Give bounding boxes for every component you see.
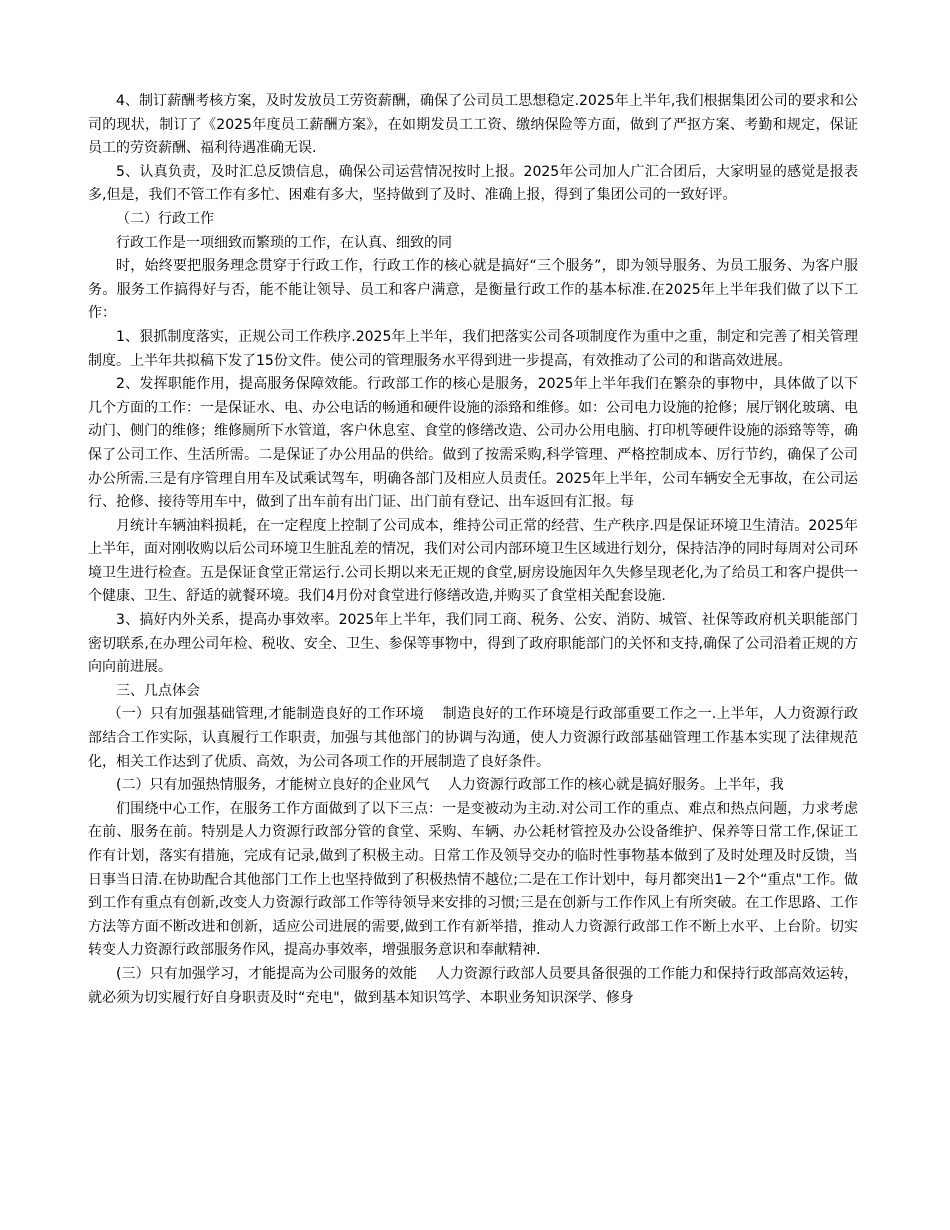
paragraph-admin-intro: 行政工作是一项细致而繁琐的工作，在认真、细致的同 [116,234,452,251]
document-body [88,90,858,1010]
paragraph-three-services: 时，始终要把服务理念贯穿于行政工作，行政工作的核心就是搞好“三个服务”，即为领导服务、为员工服务、为客户服务。服务工作搞得好与否，能不能让领导、员工和客户满意，是衡量行政工作的基本标准.在2025年上半年我们做了以下工作： [88,258,858,322]
paragraph-service-support: 2、发挥职能作用，提高服务保障效能。行政部工作的核心是服务，2025年上半年我们在繁杂的事物中，具体做了以下几个方面的工作：一是保证水、电、办公电话的畅通和硬件设施的添臵和维修。如：公司电力设施的抢修；展厅钢化玻璃、电动门、侧门的维修；维修厕所下水管道，客户休息室、食堂的修缮改造、公司办公用电脑、打印机等硬件设施的添臵等等，确保了公司工作、生活所需。二是保证了办公用品的供给。做到了按需采购,科学管理、严格控制成本、厉行节约，确保了公司办公所需.三是有序管理自用车及试乘试驾车，明确各部门及相应人员责任。2025年上半年，公司车辆安全无事故，在公司运行、抢修、接待等用车中，做到了出车前有出门证、出门前有登记、出车返回有汇报。每 [88,376,858,511]
paragraph-basic-management: （一）只有加强基础管理,才能制造良好的工作环境 制造良好的工作环境是行政部重要工作之一.上半年，人力资源行政部结合工作实际，认真履行工作职责，加强与其他部门的协调与沟通，使人力资源行政部基础管理工作基本实现了法律规范化，相关工作达到了优质、高效，为公司各项工作的开展制造了良好条件。 [88,706,858,770]
paragraph-learning: (三）只有加强学习，才能提高为公司服务的效能 人力资源行政部人员要具备很强的工作能力和保持行政部高效运转，就必须为切实履行好自身职责及时“充电"，做到基本知识笃学、本职业务知识深学、修身 [88,965,858,1006]
paragraph-rules: 1、狠抓制度落实，正规公司工作秩序.2025年上半年，我们把落实公司各项制度作为重中之重，制定和完善了相关管理制度。上半年共拟稿下发了15份文件。使公司的管理服务水平得到进一步提高，有效推动了公司的和谐高效进展。 [88,328,858,369]
paragraph-external-relations: 3、搞好内外关系，提高办事效率。2025年上半年，我们同工商、税务、公安、消防、城管、社保等政府机关职能部门密切联系,在办理公司年检、税收、安全、卫生、参保等事物中，得到了政府职能部门的关怀和支持,确保了公司沿着正规的方向向前进展。 [88,612,858,676]
paragraph-enthusiastic-service: (二）只有加强热情服务，才能树立良好的企业风气 人力资源行政部工作的核心就是搞好服务。上半年，我 [116,777,784,794]
section-heading-insights: 三、几点体会 [116,682,200,699]
paragraph-vehicle-canteen: 月统计车辆油料损耗，在一定程度上控制了公司成本，维持公司正常的经营、生产秩序.四是保证环境卫生清洁。2025年上半年，面对刚收购以后公司环境卫生脏乱差的情况，我们对公司内部环境卫生区域进行划分，保持洁净的同时每周对公司环境卫生进行检查。五是保证食堂正常运行.公司长期以来无正规的食堂,厨房设施因年久失修呈现老化,为了给员工和客户提供一个健康、卫生、舒适的就餐环境。我们4月份对食堂进行修缮改造,并购买了食堂相关配套设施. [88,517,858,605]
paragraph-service-points: 们围绕中心工作，在服务工作方面做到了以下三点：一是变被动为主动.对公司工作的重点、难点和热点问题，力求考虑在前、服务在前。特别是人力资源行政部分管的食堂、采购、车辆、办公耗材管控及办公设备维护、保养等日常工作,保证工作有计划，落实有措施，完成有记录,做到了积极主动。日常工作及领导交办的临时性事物基本做到了及时处理及时反馈，当日事当日清.在协助配合其他部门工作上也坚持做到了积极热情不越位;二是在工作计划中，每月都突出1－2个“重点"工作。做到工作有重点有创新,改变人力资源行政部工作等待领导来安排的习惯;三是在创新与工作作风上有所突破。在工作思路、工作方法等方面不断改进和创新，适应公司进展的需要,做到工作有新举措，推动人力资源行政部工作不断上水平、上台阶。切实转变人力资源行政部服务作风，提高办事效率，增强服务意识和奉献精神. [88,800,858,959]
paragraph-salary-plan: 4、制订薪酬考核方案，及时发放员工劳资薪酬，确保了公司员工思想稳定.2025年上半年,我们根据集团公司的要求和公司的现状，制订了《2025年度员工薪酬方案》，在如期发员工工资、缴纳保险等方面，做到了严抠方案、考勤和规定，保证员工的劳资薪酬、福利待遇准确无误. [88,93,858,157]
paragraph-reporting: 5、认真负责，及时汇总反馈信息，确保公司运营情况按时上报。2025年公司加人广汇合团后，大家明显的感觉是报表多,但是，我们不管工作有多忙、困难有多大，坚持做到了及时、准确上报，得到了集团公司的一致好评。 [88,163,858,204]
section-heading-admin-work: （二）行政工作 [116,210,214,227]
